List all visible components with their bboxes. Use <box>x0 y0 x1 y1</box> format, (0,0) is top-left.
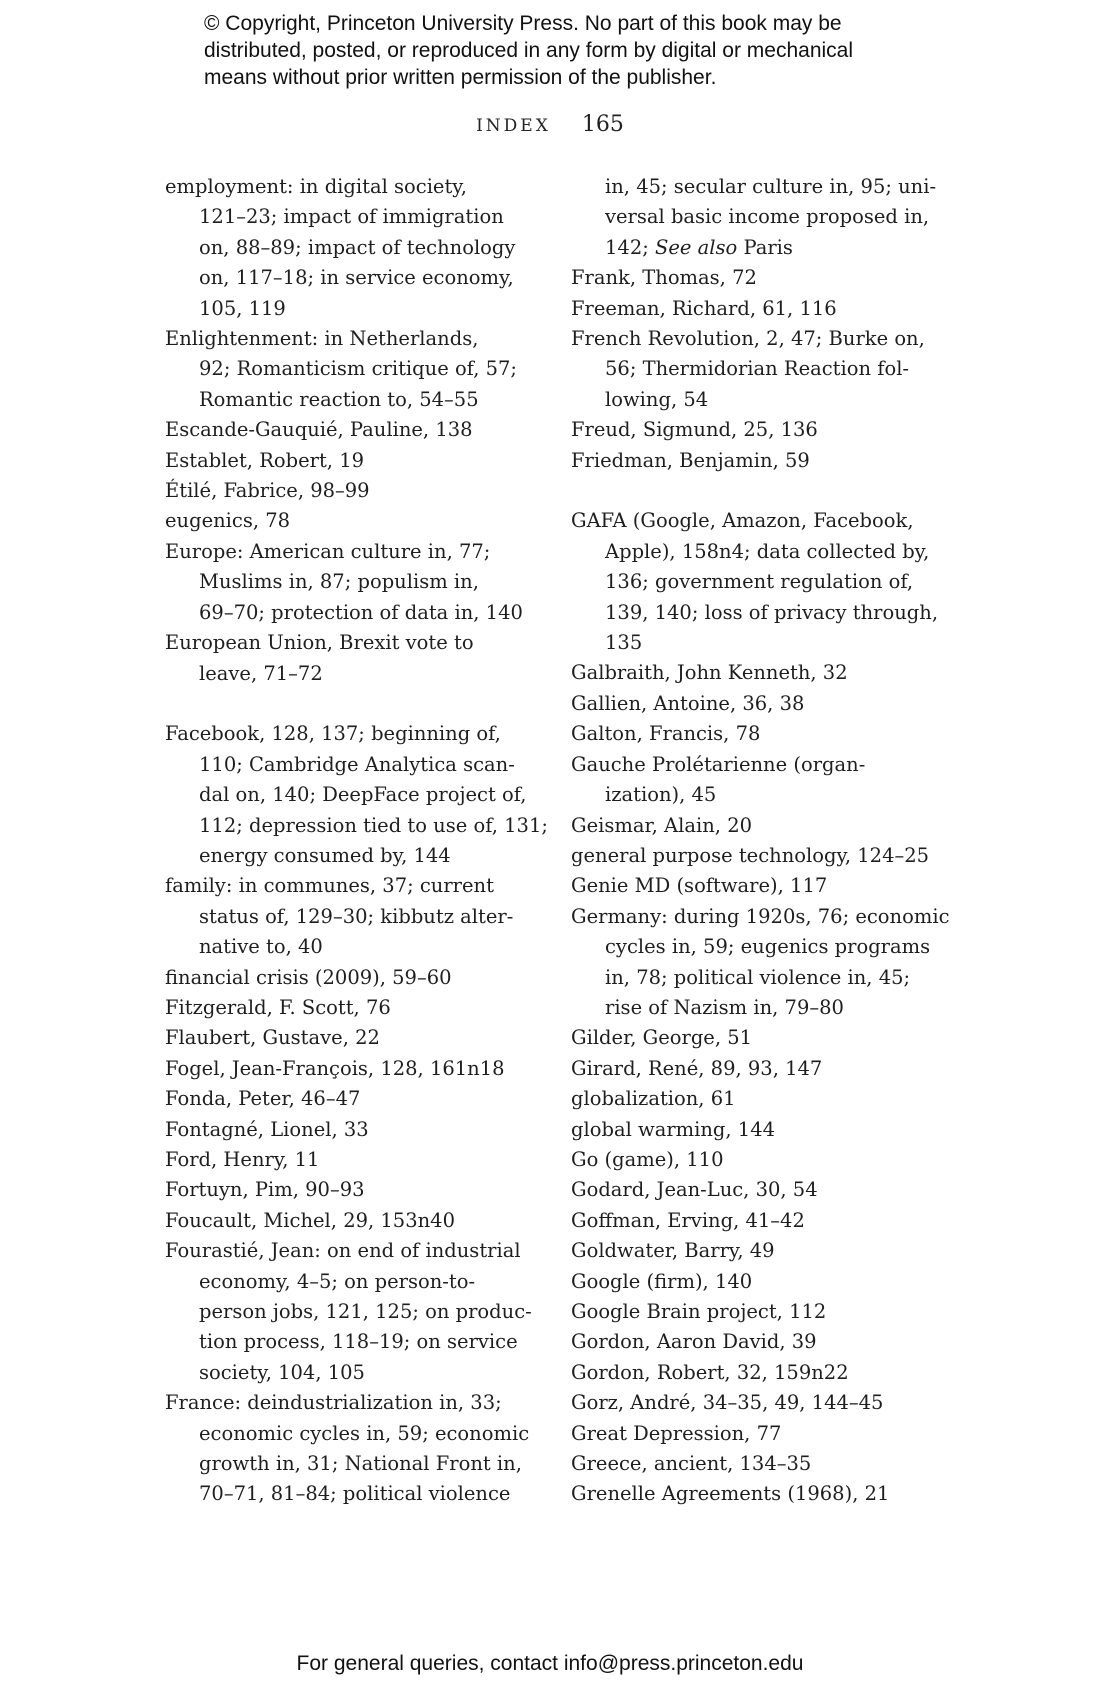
index-entry-heading: GAFA (Google, Amazon, Facebook, <box>571 509 914 533</box>
group-gap <box>165 689 535 719</box>
copyright-notice <box>204 10 964 91</box>
index-entry-heading: Goldwater, Barry, 49 <box>571 1239 775 1263</box>
index-entry <box>571 446 941 476</box>
index-entry <box>571 1358 941 1388</box>
index-entry-subline: 69–70; protection of data in, 140 <box>199 600 523 624</box>
index-entry <box>571 1236 941 1266</box>
index-entry-heading: Fonda, Peter, 46–47 <box>165 1087 361 1111</box>
index-entry-heading: Gallien, Antoine, 36, 38 <box>571 691 805 715</box>
index-column-right <box>571 172 950 1510</box>
index-column-left <box>165 172 548 1510</box>
index-entry <box>165 415 535 445</box>
index-entry <box>571 719 941 749</box>
index-entry-subline: on, 117–18; in service economy, <box>199 266 514 290</box>
index-group-f-cont <box>571 263 941 476</box>
index-entry <box>571 841 941 871</box>
index-entry-heading: Go (game), 110 <box>571 1147 724 1171</box>
index-entry-heading: Enlightenment: in Netherlands, <box>165 327 479 351</box>
index-entry-continuation <box>571 172 941 263</box>
index-entry-heading: Geismar, Alain, 20 <box>571 813 753 837</box>
index-entry-heading: financial crisis (2009), 59–60 <box>165 965 452 989</box>
index-entry-subline: 136; government regulation of, <box>605 570 914 594</box>
index-entry-heading: Google (firm), 140 <box>571 1269 753 1293</box>
index-entry-subline: economic cycles in, 59; economic <box>199 1421 530 1445</box>
index-entry <box>165 1388 535 1510</box>
index-entry-subline: Apple), 158n4; data collected by, <box>605 539 930 563</box>
index-line-text: Paris <box>737 235 793 259</box>
index-entry-subline: 139, 140; loss of privacy through, <box>605 600 939 624</box>
index-entry-heading: Flaubert, Gustave, 22 <box>165 1026 380 1050</box>
index-entry <box>571 750 941 811</box>
index-line-text: 142; <box>605 235 655 259</box>
index-entry-heading: French Revolution, 2, 47; Burke on, <box>571 327 925 351</box>
index-entry <box>165 1115 535 1145</box>
index-entry-subline: cycles in, 59; eugenics programs <box>605 935 931 959</box>
index-entry <box>165 871 535 962</box>
page-number: 165 <box>581 112 624 137</box>
index-entry-heading: France: deindustrialization in, 33; <box>165 1391 502 1415</box>
index-entry-subline: 121–23; impact of immigration <box>199 205 504 229</box>
index-entry-heading: Ford, Henry, 11 <box>165 1147 320 1171</box>
index-entry-heading: Gordon, Robert, 32, 159n22 <box>571 1360 849 1384</box>
index-entry-subline: lowing, 54 <box>605 387 709 411</box>
index-entry-heading: Fourastié, Jean: on end of industrial <box>165 1239 521 1263</box>
index-entry <box>571 506 941 658</box>
index-entry <box>571 1206 941 1236</box>
index-entry-heading: European Union, Brexit vote to <box>165 631 474 655</box>
index-entry-heading: Great Depression, 77 <box>571 1421 782 1445</box>
index-entry-subline: 105, 119 <box>199 296 286 320</box>
index-entry <box>165 993 535 1023</box>
index-entry-heading: Frank, Thomas, 72 <box>571 266 757 290</box>
index-entry <box>571 902 950 1024</box>
index-entry <box>165 719 548 871</box>
index-entry <box>571 1327 941 1357</box>
index-entry-heading: Fogel, Jean-François, 128, 161n18 <box>165 1056 505 1080</box>
index-entry-heading: Galton, Francis, 78 <box>571 722 761 746</box>
index-entry-heading: Fitzgerald, F. Scott, 76 <box>165 995 391 1019</box>
index-line: in, 45; secular culture in, 95; uni- <box>605 175 937 198</box>
index-entry <box>165 1206 535 1236</box>
index-group-f <box>165 719 548 1510</box>
index-entry-heading: family: in communes, 37; current <box>165 874 494 898</box>
index-entry <box>165 172 535 324</box>
index-entry-subline: Romantic reaction to, 54–55 <box>199 387 479 411</box>
index-entry-heading: Galbraith, John Kenneth, 32 <box>571 661 848 685</box>
index-entry <box>165 446 535 476</box>
index-entry-subline: economy, 4–5; on person-to- <box>199 1269 476 1293</box>
index-entry-heading: Establet, Robert, 19 <box>165 448 365 472</box>
index-entry-heading: Gordon, Aaron David, 39 <box>571 1330 817 1354</box>
index-entry-heading: Friedman, Benjamin, 59 <box>571 448 810 472</box>
index-entry-heading: globalization, 61 <box>571 1087 736 1111</box>
index-entry <box>165 537 535 628</box>
index-entry-subline: 112; depression tied to use of, 131; <box>199 813 548 837</box>
index-entry-subline: Muslims in, 87; populism in, <box>199 570 479 594</box>
index-entry <box>165 1175 535 1205</box>
index-line <box>605 233 941 263</box>
running-head-label: INDEX <box>476 116 551 136</box>
running-head <box>0 112 1100 137</box>
index-entry-heading: Foucault, Michel, 29, 153n40 <box>165 1208 455 1232</box>
index-entry-heading: Girard, René, 89, 93, 147 <box>571 1056 823 1080</box>
index-entry <box>571 1145 941 1175</box>
index-entry-subline: 92; Romanticism critique of, 57; <box>199 357 517 381</box>
index-entry-subline: tion process, 118–19; on service <box>199 1330 518 1354</box>
index-entry-heading: Fontagné, Lionel, 33 <box>165 1117 369 1141</box>
index-entry-subline: 70–71, 81–84; political violence <box>199 1482 511 1506</box>
index-entry <box>165 1054 535 1084</box>
index-entry-heading: Genie MD (software), 117 <box>571 874 828 898</box>
index-entry-heading: Europe: American culture in, 77; <box>165 539 491 563</box>
index-entry <box>165 963 535 993</box>
index-entry-heading: Étilé, Fabrice, 98–99 <box>165 479 370 503</box>
index-entry-heading: Freud, Sigmund, 25, 136 <box>571 418 818 442</box>
index-entry-heading: Facebook, 128, 137; beginning of, <box>165 722 501 746</box>
index-entry-heading: Germany: during 1920s, 76; economic <box>571 904 950 928</box>
index-entry-subline: leave, 71–72 <box>199 661 323 685</box>
index-entry-heading: general purpose technology, 124–25 <box>571 843 930 867</box>
index-entry <box>571 1175 941 1205</box>
index-entry-heading: Gilder, George, 51 <box>571 1026 753 1050</box>
index-entry-subline: society, 104, 105 <box>199 1360 365 1384</box>
copyright-line: distributed, posted, or reproduced in any form by digital or mechanical <box>204 39 854 62</box>
index-entry-heading: Escande-Gauquié, Pauline, 138 <box>165 418 473 442</box>
index-entry <box>571 415 941 445</box>
index-entry-subline: energy consumed by, 144 <box>199 843 451 867</box>
index-entry-subline: growth in, 31; National Front in, <box>199 1452 522 1476</box>
index-entry <box>571 1388 941 1418</box>
index-entry-subline: rise of Nazism in, 79–80 <box>605 995 844 1019</box>
index-entry <box>165 476 535 506</box>
index-entry <box>165 324 535 415</box>
index-entry <box>571 1023 941 1053</box>
index-line: versal basic income proposed in, <box>605 205 930 229</box>
index-entry-subline: ization), 45 <box>605 783 717 807</box>
index-group-g <box>571 506 950 1509</box>
copyright-line: © Copyright, Princeton University Press. No part of this book may be <box>204 12 842 35</box>
index-entry <box>165 1023 535 1053</box>
see-also-label: See also <box>655 235 738 259</box>
index-entry-heading: Gauche Prolétarienne (organ- <box>571 752 866 776</box>
index-entry-heading: employment: in digital society, <box>165 175 467 198</box>
index-entry-subline: person jobs, 121, 125; on produc- <box>199 1300 532 1324</box>
index-entry-heading: Fortuyn, Pim, 90–93 <box>165 1178 365 1202</box>
index-entry <box>165 628 535 689</box>
index-entry-subline: 56; Thermidorian Reaction fol- <box>605 357 910 381</box>
index-entry-subline: 135 <box>605 631 643 655</box>
index-entry-subline: dal on, 140; DeepFace project of, <box>199 783 527 807</box>
index-entry <box>571 294 941 324</box>
index-entry-heading: Godard, Jean-Luc, 30, 54 <box>571 1178 818 1202</box>
index-entry <box>571 263 941 293</box>
index-entry <box>165 1145 535 1175</box>
index-entry-heading: Greece, ancient, 134–35 <box>571 1452 812 1476</box>
index-entry-subline: native to, 40 <box>199 935 323 959</box>
index-entry <box>571 811 941 841</box>
index-entry-subline: on, 88–89; impact of technology <box>199 235 516 259</box>
index-entry <box>571 1115 941 1145</box>
footer-contact: For general queries, contact info@press.princeton.edu <box>296 1652 804 1675</box>
index-entry-heading: global warming, 144 <box>571 1117 776 1141</box>
index-entry-heading: Google Brain project, 112 <box>571 1300 827 1324</box>
index-entry <box>165 1084 535 1114</box>
index-entry <box>165 506 535 536</box>
index-entry-heading: Goffman, Erving, 41–42 <box>571 1208 805 1232</box>
index-entry <box>571 1297 941 1327</box>
index-entry <box>571 871 941 901</box>
index-entry-subline: in, 78; political violence in, 45; <box>605 965 911 989</box>
index-entry-subline: status of, 129–30; kibbutz alter- <box>199 904 514 928</box>
group-gap <box>571 476 941 506</box>
index-entry-heading: Grenelle Agreements (1968), 21 <box>571 1482 890 1506</box>
index-entry-subline: 110; Cambridge Analytica scan- <box>199 752 515 776</box>
index-entry <box>571 324 941 415</box>
index-entry-heading: Gorz, André, 34–35, 49, 144–45 <box>571 1391 884 1415</box>
copyright-line: means without prior written permission of the publisher. <box>204 66 717 89</box>
index-group-e <box>165 172 535 689</box>
index-entry <box>571 1267 941 1297</box>
index-entry <box>571 1449 941 1479</box>
index-entry <box>571 1084 941 1114</box>
index-entry <box>165 1236 535 1388</box>
index-entry <box>571 689 941 719</box>
index-entry <box>571 1479 941 1509</box>
index-entry <box>571 1419 941 1449</box>
index-entry-heading: eugenics, 78 <box>165 509 291 533</box>
index-entry <box>571 1054 941 1084</box>
index-entry <box>571 658 941 688</box>
index-entry-heading: Freeman, Richard, 61, 116 <box>571 296 837 320</box>
